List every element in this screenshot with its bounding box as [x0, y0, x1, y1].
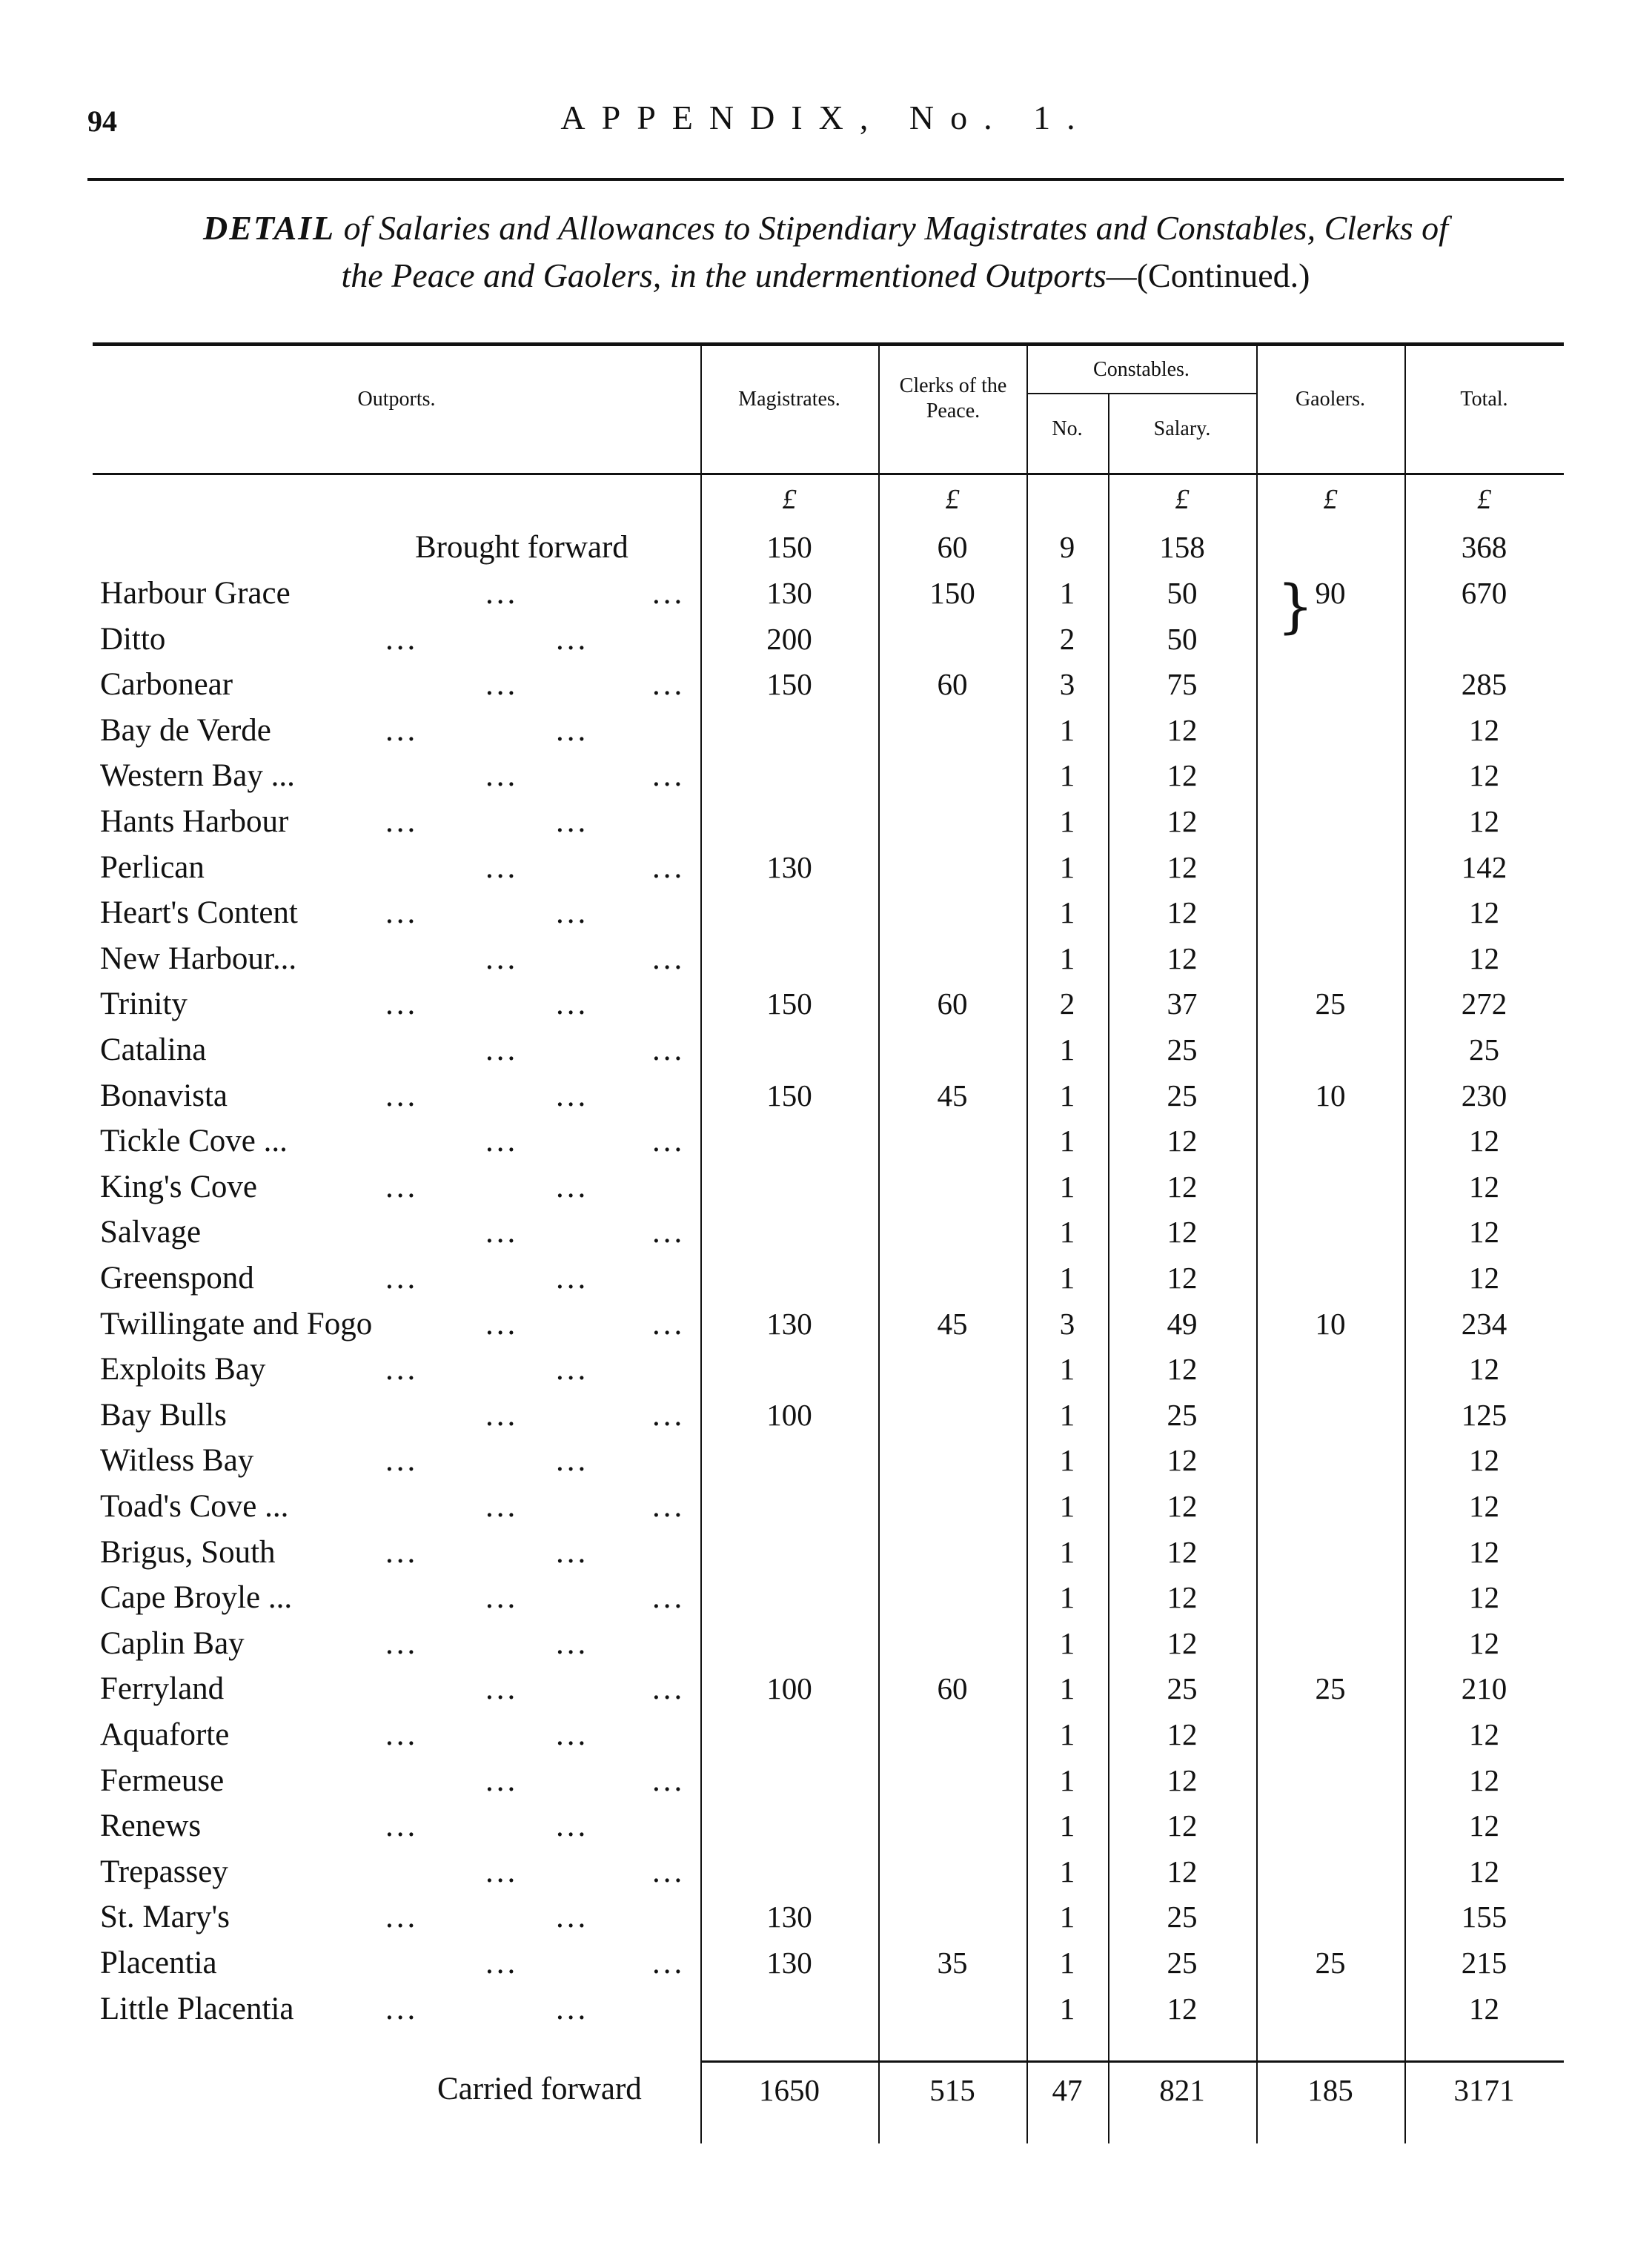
running-head: APPENDIX, No. 1.	[560, 99, 1092, 136]
table-top-rule	[93, 342, 1564, 346]
leader-dots: ...	[385, 1808, 419, 1844]
leader-dots: ...	[385, 1534, 419, 1570]
page-number: 94	[87, 105, 117, 138]
outport-name: Bonavista	[100, 1078, 228, 1113]
brought-forward-magistrates: 150	[766, 530, 812, 564]
cell-no: 1	[1059, 1169, 1075, 1204]
title-continued: (Continued.)	[1136, 256, 1310, 294]
cell-salary: 25	[1167, 1032, 1198, 1067]
cell-salary: 12	[1167, 849, 1198, 884]
cell-total: 12	[1469, 1443, 1499, 1478]
table-row	[93, 895, 1564, 941]
leader-dots: ...	[652, 1854, 686, 1889]
cell-magistrates: 130	[766, 849, 812, 884]
cell-no: 1	[1059, 1808, 1075, 1843]
title-line-1	[87, 205, 1564, 252]
cell-total: 25	[1469, 1032, 1499, 1067]
cell-clerks: 150	[929, 576, 975, 610]
leader-dots: ...	[485, 1489, 519, 1524]
outport-name: Bay de Verde	[100, 712, 271, 748]
cell-total: 12	[1469, 1580, 1499, 1615]
cell-magistrates: 130	[766, 576, 812, 610]
cell-salary: 12	[1167, 1124, 1198, 1158]
outport-name: Tickle Cove ...	[100, 1124, 288, 1159]
leader-dots: ...	[485, 941, 519, 976]
cell-no: 1	[1059, 1580, 1075, 1615]
page-title	[87, 205, 1564, 299]
cell-salary: 50	[1167, 576, 1198, 610]
cell-salary: 12	[1167, 1443, 1198, 1478]
cell-no: 1	[1059, 1946, 1075, 1980]
outport-name: Placentia	[100, 1946, 217, 1980]
header-constables-no: No.	[1052, 417, 1083, 440]
leader-dots: ...	[556, 1900, 589, 1935]
cell-total: 12	[1469, 758, 1499, 793]
currency-magistrates: £	[782, 484, 797, 515]
leader-dots: ...	[556, 621, 589, 657]
leader-dots: ...	[652, 1215, 686, 1250]
leader-dots: ...	[556, 1261, 589, 1296]
outport-name: Trinity	[100, 986, 188, 1022]
table-row	[93, 712, 1564, 758]
cell-magistrates: 130	[766, 1900, 812, 1934]
leader-dots: ...	[485, 1397, 519, 1433]
cell-magistrates: 150	[766, 667, 812, 702]
table-row	[93, 1123, 1564, 1169]
table-row	[93, 666, 1564, 712]
header-constables-salary: Salary.	[1153, 417, 1211, 440]
leader-dots: ...	[652, 941, 686, 976]
cell-salary: 12	[1167, 1717, 1198, 1751]
table-row	[93, 1397, 1564, 1443]
leader-dots: ...	[556, 895, 589, 931]
header-bottom-rule	[93, 473, 1564, 475]
leader-dots: ...	[652, 849, 686, 885]
cell-no: 1	[1059, 895, 1075, 930]
cell-salary: 12	[1167, 1580, 1198, 1615]
leader-dots: ...	[485, 1854, 519, 1889]
table-row	[93, 1078, 1564, 1124]
gaolers-brace: }	[1277, 574, 1314, 640]
cell-no: 2	[1059, 986, 1075, 1021]
cell-no: 1	[1059, 1261, 1075, 1295]
leader-dots: ...	[385, 1900, 419, 1935]
cell-total: 12	[1469, 1762, 1499, 1797]
header-clerks: Clerks of the Peace.	[899, 374, 1007, 422]
cell-no: 1	[1059, 1854, 1075, 1888]
cell-salary: 75	[1167, 667, 1198, 702]
leader-dots: ...	[556, 1991, 589, 2026]
cell-no: 1	[1059, 941, 1075, 975]
title-lead: DETAIL	[203, 209, 336, 247]
title-line-2-text: the Peace and Gaolers, in the undermentioned Outports—	[341, 256, 1137, 294]
leader-dots: ...	[556, 986, 589, 1022]
table-row	[93, 1945, 1564, 1991]
carried-forward-total: 3171	[1453, 2073, 1515, 2107]
outport-name: Twillingate and Fogo	[100, 1306, 373, 1342]
table-row	[93, 849, 1564, 895]
cell-salary: 12	[1167, 1534, 1198, 1569]
cell-magistrates: 130	[766, 1946, 812, 1980]
currency-total: £	[1477, 484, 1491, 515]
table-row	[93, 621, 1564, 667]
outport-name: Salvage	[100, 1215, 202, 1250]
cell-salary: 12	[1167, 1854, 1198, 1888]
leader-dots: ...	[485, 1124, 519, 1159]
leader-dots: ...	[652, 1671, 686, 1707]
cell-total: 230	[1461, 1078, 1507, 1112]
cell-salary: 12	[1167, 941, 1198, 975]
cell-total: 12	[1469, 1169, 1499, 1204]
leader-dots: ...	[556, 1078, 589, 1113]
outport-name: Ditto	[100, 621, 166, 657]
table-row	[93, 1854, 1564, 1900]
cell-clerks: 45	[937, 1306, 968, 1341]
outport-name: Heart's Content	[100, 895, 298, 931]
outport-name: Little Placentia	[100, 1991, 294, 2026]
outport-name: King's Cove	[100, 1169, 257, 1204]
leader-dots: ...	[556, 1717, 589, 1752]
cell-no: 1	[1059, 1443, 1075, 1478]
leader-dots: ...	[485, 1580, 519, 1616]
table-row	[93, 1579, 1564, 1625]
cell-total: 210	[1461, 1671, 1507, 1706]
cell-total: 12	[1469, 1261, 1499, 1295]
outport-name: Perlican	[100, 849, 205, 885]
leader-dots: ...	[385, 712, 419, 748]
cell-total: 12	[1469, 1124, 1499, 1158]
cell-salary: 12	[1167, 1352, 1198, 1387]
header-outports: Outports.	[357, 388, 436, 411]
leader-dots: ...	[652, 1489, 686, 1524]
leader-dots: ...	[556, 1169, 589, 1204]
leader-dots: ...	[385, 1352, 419, 1387]
cell-total: 12	[1469, 1808, 1499, 1843]
cell-clerks: 60	[937, 986, 968, 1021]
leader-dots: ...	[556, 1352, 589, 1387]
cell-total: 12	[1469, 804, 1499, 838]
leader-dots: ...	[652, 1762, 686, 1798]
cell-total: 12	[1469, 1215, 1499, 1250]
outport-name: Exploits Bay	[100, 1352, 266, 1387]
cell-no: 2	[1059, 621, 1075, 656]
brought-forward-row	[93, 529, 1564, 575]
cell-gaolers: 10	[1315, 1306, 1346, 1341]
outport-name: Cape Broyle ...	[100, 1580, 293, 1616]
cell-salary: 25	[1167, 1946, 1198, 1980]
table-row	[93, 1169, 1564, 1215]
leader-dots: ...	[385, 1078, 419, 1113]
outport-name: Toad's Cove ...	[100, 1489, 289, 1524]
cell-no: 3	[1059, 1306, 1075, 1341]
leader-dots: ...	[556, 712, 589, 748]
table-row	[93, 757, 1564, 803]
carried-forward-gaolers: 185	[1307, 2073, 1353, 2107]
table-row	[93, 986, 1564, 1032]
cell-salary: 49	[1167, 1306, 1198, 1341]
outport-name: Catalina	[100, 1032, 207, 1067]
leader-dots: ...	[652, 1306, 686, 1342]
carried-forward-magistrates: 1650	[759, 2073, 820, 2107]
leader-dots: ...	[485, 576, 519, 611]
outport-name: Fermeuse	[100, 1762, 225, 1798]
table-row	[93, 1625, 1564, 1671]
cell-total: 215	[1461, 1946, 1507, 1980]
cell-total: 12	[1469, 941, 1499, 975]
table-row	[93, 1260, 1564, 1306]
table-row	[93, 1214, 1564, 1260]
cell-salary: 12	[1167, 1762, 1198, 1797]
table-row	[93, 1488, 1564, 1534]
cell-gaolers: 25	[1315, 1946, 1346, 1980]
cell-total: 12	[1469, 1717, 1499, 1751]
currency-salary: £	[1175, 484, 1190, 515]
outport-name: Western Bay ...	[100, 758, 295, 794]
leader-dots: ...	[556, 1534, 589, 1570]
cell-clerks: 35	[937, 1946, 968, 1980]
cell-salary: 25	[1167, 1397, 1198, 1432]
cell-no: 1	[1059, 1762, 1075, 1797]
cell-total: 12	[1469, 1489, 1499, 1523]
cell-no: 1	[1059, 1900, 1075, 1934]
cell-total: 12	[1469, 1534, 1499, 1569]
cell-no: 1	[1059, 1078, 1075, 1112]
cell-no: 1	[1059, 1032, 1075, 1067]
table-row	[93, 1671, 1564, 1717]
outport-name: Caplin Bay	[100, 1625, 245, 1661]
cell-gaolers: 25	[1315, 1671, 1346, 1706]
leader-dots: ...	[385, 895, 419, 931]
table-row	[93, 1808, 1564, 1854]
constables-subheader-rule	[1026, 393, 1256, 394]
cell-salary: 25	[1167, 1671, 1198, 1706]
cell-clerks: 60	[937, 667, 968, 702]
table-row	[93, 1442, 1564, 1488]
cell-no: 1	[1059, 1352, 1075, 1387]
carried-forward-clerks: 515	[929, 2073, 975, 2107]
cell-total: 285	[1461, 667, 1507, 702]
cell-salary: 12	[1167, 712, 1198, 747]
cell-total: 12	[1469, 1854, 1499, 1888]
leader-dots: ...	[652, 1124, 686, 1159]
cell-total: 12	[1469, 1352, 1499, 1387]
leader-dots: ...	[385, 1443, 419, 1479]
cell-salary: 12	[1167, 1261, 1198, 1295]
cell-clerks: 60	[937, 1671, 968, 1706]
brought-forward-salary: 158	[1159, 530, 1205, 564]
leader-dots: ...	[556, 804, 589, 839]
outport-name: Greenspond	[100, 1261, 254, 1296]
salary-table	[93, 342, 1564, 2143]
cell-salary: 12	[1167, 895, 1198, 930]
cell-no: 1	[1059, 1489, 1075, 1523]
leader-dots: ...	[652, 1397, 686, 1433]
outport-name: Aquaforte	[100, 1717, 230, 1752]
brought-forward-label: Brought forward	[415, 530, 628, 565]
cell-clerks: 45	[937, 1078, 968, 1112]
outport-name: Brigus, South	[100, 1534, 276, 1570]
cell-salary: 12	[1167, 1215, 1198, 1250]
leader-dots: ...	[385, 1991, 419, 2026]
cell-salary: 12	[1167, 1625, 1198, 1660]
outport-name: Trepassey	[100, 1854, 228, 1889]
leader-dots: ...	[485, 1215, 519, 1250]
cell-magistrates: 100	[766, 1397, 812, 1432]
outport-name: Carbonear	[100, 667, 233, 703]
table-row	[93, 1991, 1564, 2037]
header-total: Total.	[1460, 388, 1508, 411]
leader-dots: ...	[485, 849, 519, 885]
cell-salary: 12	[1167, 1489, 1198, 1523]
cell-no: 1	[1059, 849, 1075, 884]
cell-total: 155	[1461, 1900, 1507, 1934]
table-row	[93, 1762, 1564, 1808]
cell-salary: 25	[1167, 1900, 1198, 1934]
carried-forward-no: 47	[1052, 2073, 1083, 2107]
leader-dots: ...	[652, 1946, 686, 1980]
title-line-2	[87, 252, 1564, 299]
cell-total: 272	[1461, 986, 1507, 1021]
cell-no: 1	[1059, 1534, 1075, 1569]
cell-magistrates: 130	[766, 1306, 812, 1341]
cell-magistrates: 150	[766, 1078, 812, 1112]
cell-no: 1	[1059, 758, 1075, 793]
cell-magistrates: 100	[766, 1671, 812, 1706]
table-row	[93, 1351, 1564, 1397]
leader-dots: ...	[485, 758, 519, 794]
leader-dots: ...	[385, 1625, 419, 1661]
cell-no: 1	[1059, 1397, 1075, 1432]
leader-dots: ...	[556, 1625, 589, 1661]
outport-name: Hants Harbour	[100, 804, 289, 839]
leader-dots: ...	[556, 1808, 589, 1844]
leader-dots: ...	[652, 758, 686, 794]
leader-dots: ...	[652, 576, 686, 611]
cell-no: 3	[1059, 667, 1075, 702]
table-row	[93, 1899, 1564, 1945]
cell-magistrates: 150	[766, 986, 812, 1021]
outport-name: St. Mary's	[100, 1900, 230, 1935]
table-row	[93, 1306, 1564, 1352]
cell-total: 670	[1461, 576, 1507, 610]
cell-no: 1	[1059, 1215, 1075, 1250]
leader-dots: ...	[385, 1169, 419, 1204]
leader-dots: ...	[385, 621, 419, 657]
cell-total: 234	[1461, 1306, 1507, 1341]
cell-salary: 12	[1167, 1808, 1198, 1843]
carried-forward-rule	[700, 2060, 1564, 2063]
leader-dots: ...	[652, 667, 686, 703]
leader-dots: ...	[485, 1762, 519, 1798]
cell-no: 1	[1059, 1671, 1075, 1706]
outport-name: Harbour Grace	[100, 576, 291, 611]
cell-total: 12	[1469, 1991, 1499, 2026]
cell-salary: 12	[1167, 1991, 1198, 2026]
cell-magistrates: 200	[766, 621, 812, 656]
leader-dots: ...	[385, 1717, 419, 1752]
table-row	[93, 1032, 1564, 1078]
brought-forward-clerks: 60	[937, 530, 968, 564]
table-row	[93, 803, 1564, 849]
outport-name: Ferryland	[100, 1671, 225, 1707]
cell-gaolers: 90	[1315, 576, 1346, 610]
cell-total: 125	[1461, 1397, 1507, 1432]
cell-no: 1	[1059, 1991, 1075, 2026]
header-constables: Constables.	[1093, 358, 1190, 381]
cell-total: 12	[1469, 895, 1499, 930]
outport-name: Renews	[100, 1808, 202, 1844]
leader-dots: ...	[485, 1032, 519, 1067]
table-row	[93, 941, 1564, 986]
cell-total: 12	[1469, 1625, 1499, 1660]
cell-total: 142	[1461, 849, 1507, 884]
outport-name: Bay Bulls	[100, 1397, 227, 1433]
cell-no: 1	[1059, 576, 1075, 610]
leader-dots: ...	[385, 1261, 419, 1296]
cell-salary: 37	[1167, 986, 1198, 1021]
leader-dots: ...	[485, 1306, 519, 1342]
brought-forward-no: 9	[1059, 530, 1075, 564]
carried-forward-salary: 821	[1159, 2073, 1205, 2107]
cell-no: 1	[1059, 1717, 1075, 1751]
cell-salary: 12	[1167, 758, 1198, 793]
cell-salary: 50	[1167, 621, 1198, 656]
leader-dots: ...	[385, 986, 419, 1022]
outport-name: Witless Bay	[100, 1443, 254, 1479]
header-gaolers: Gaolers.	[1295, 388, 1366, 411]
currency-gaolers: £	[1323, 484, 1338, 515]
cell-gaolers: 25	[1315, 986, 1346, 1021]
leader-dots: ...	[652, 1580, 686, 1616]
cell-total: 12	[1469, 712, 1499, 747]
cell-salary: 12	[1167, 804, 1198, 838]
cell-no: 1	[1059, 1124, 1075, 1158]
leader-dots: ...	[556, 1443, 589, 1479]
cell-gaolers: 10	[1315, 1078, 1346, 1112]
table-row	[93, 1534, 1564, 1580]
leader-dots: ...	[385, 804, 419, 839]
carried-forward-label: Carried forward	[437, 2072, 642, 2106]
title-line-1-text: of Salaries and Allowances to Stipendiary Magistrates and Constables, Clerks of	[343, 209, 1448, 247]
leader-dots: ...	[485, 1671, 519, 1707]
leader-dots: ...	[652, 1032, 686, 1067]
cell-salary: 25	[1167, 1078, 1198, 1112]
currency-clerks: £	[945, 484, 960, 515]
outport-name: New Harbour...	[100, 941, 297, 976]
brought-forward-total: 368	[1461, 530, 1507, 564]
cell-salary: 12	[1167, 1169, 1198, 1204]
top-rule	[87, 178, 1564, 181]
leader-dots: ...	[485, 1946, 519, 1980]
cell-no: 1	[1059, 1625, 1075, 1660]
table-row	[93, 1717, 1564, 1762]
cell-no: 1	[1059, 804, 1075, 838]
header-magistrates: Magistrates.	[738, 388, 840, 411]
cell-no: 1	[1059, 712, 1075, 747]
leader-dots: ...	[485, 667, 519, 703]
table-row	[93, 575, 1564, 621]
